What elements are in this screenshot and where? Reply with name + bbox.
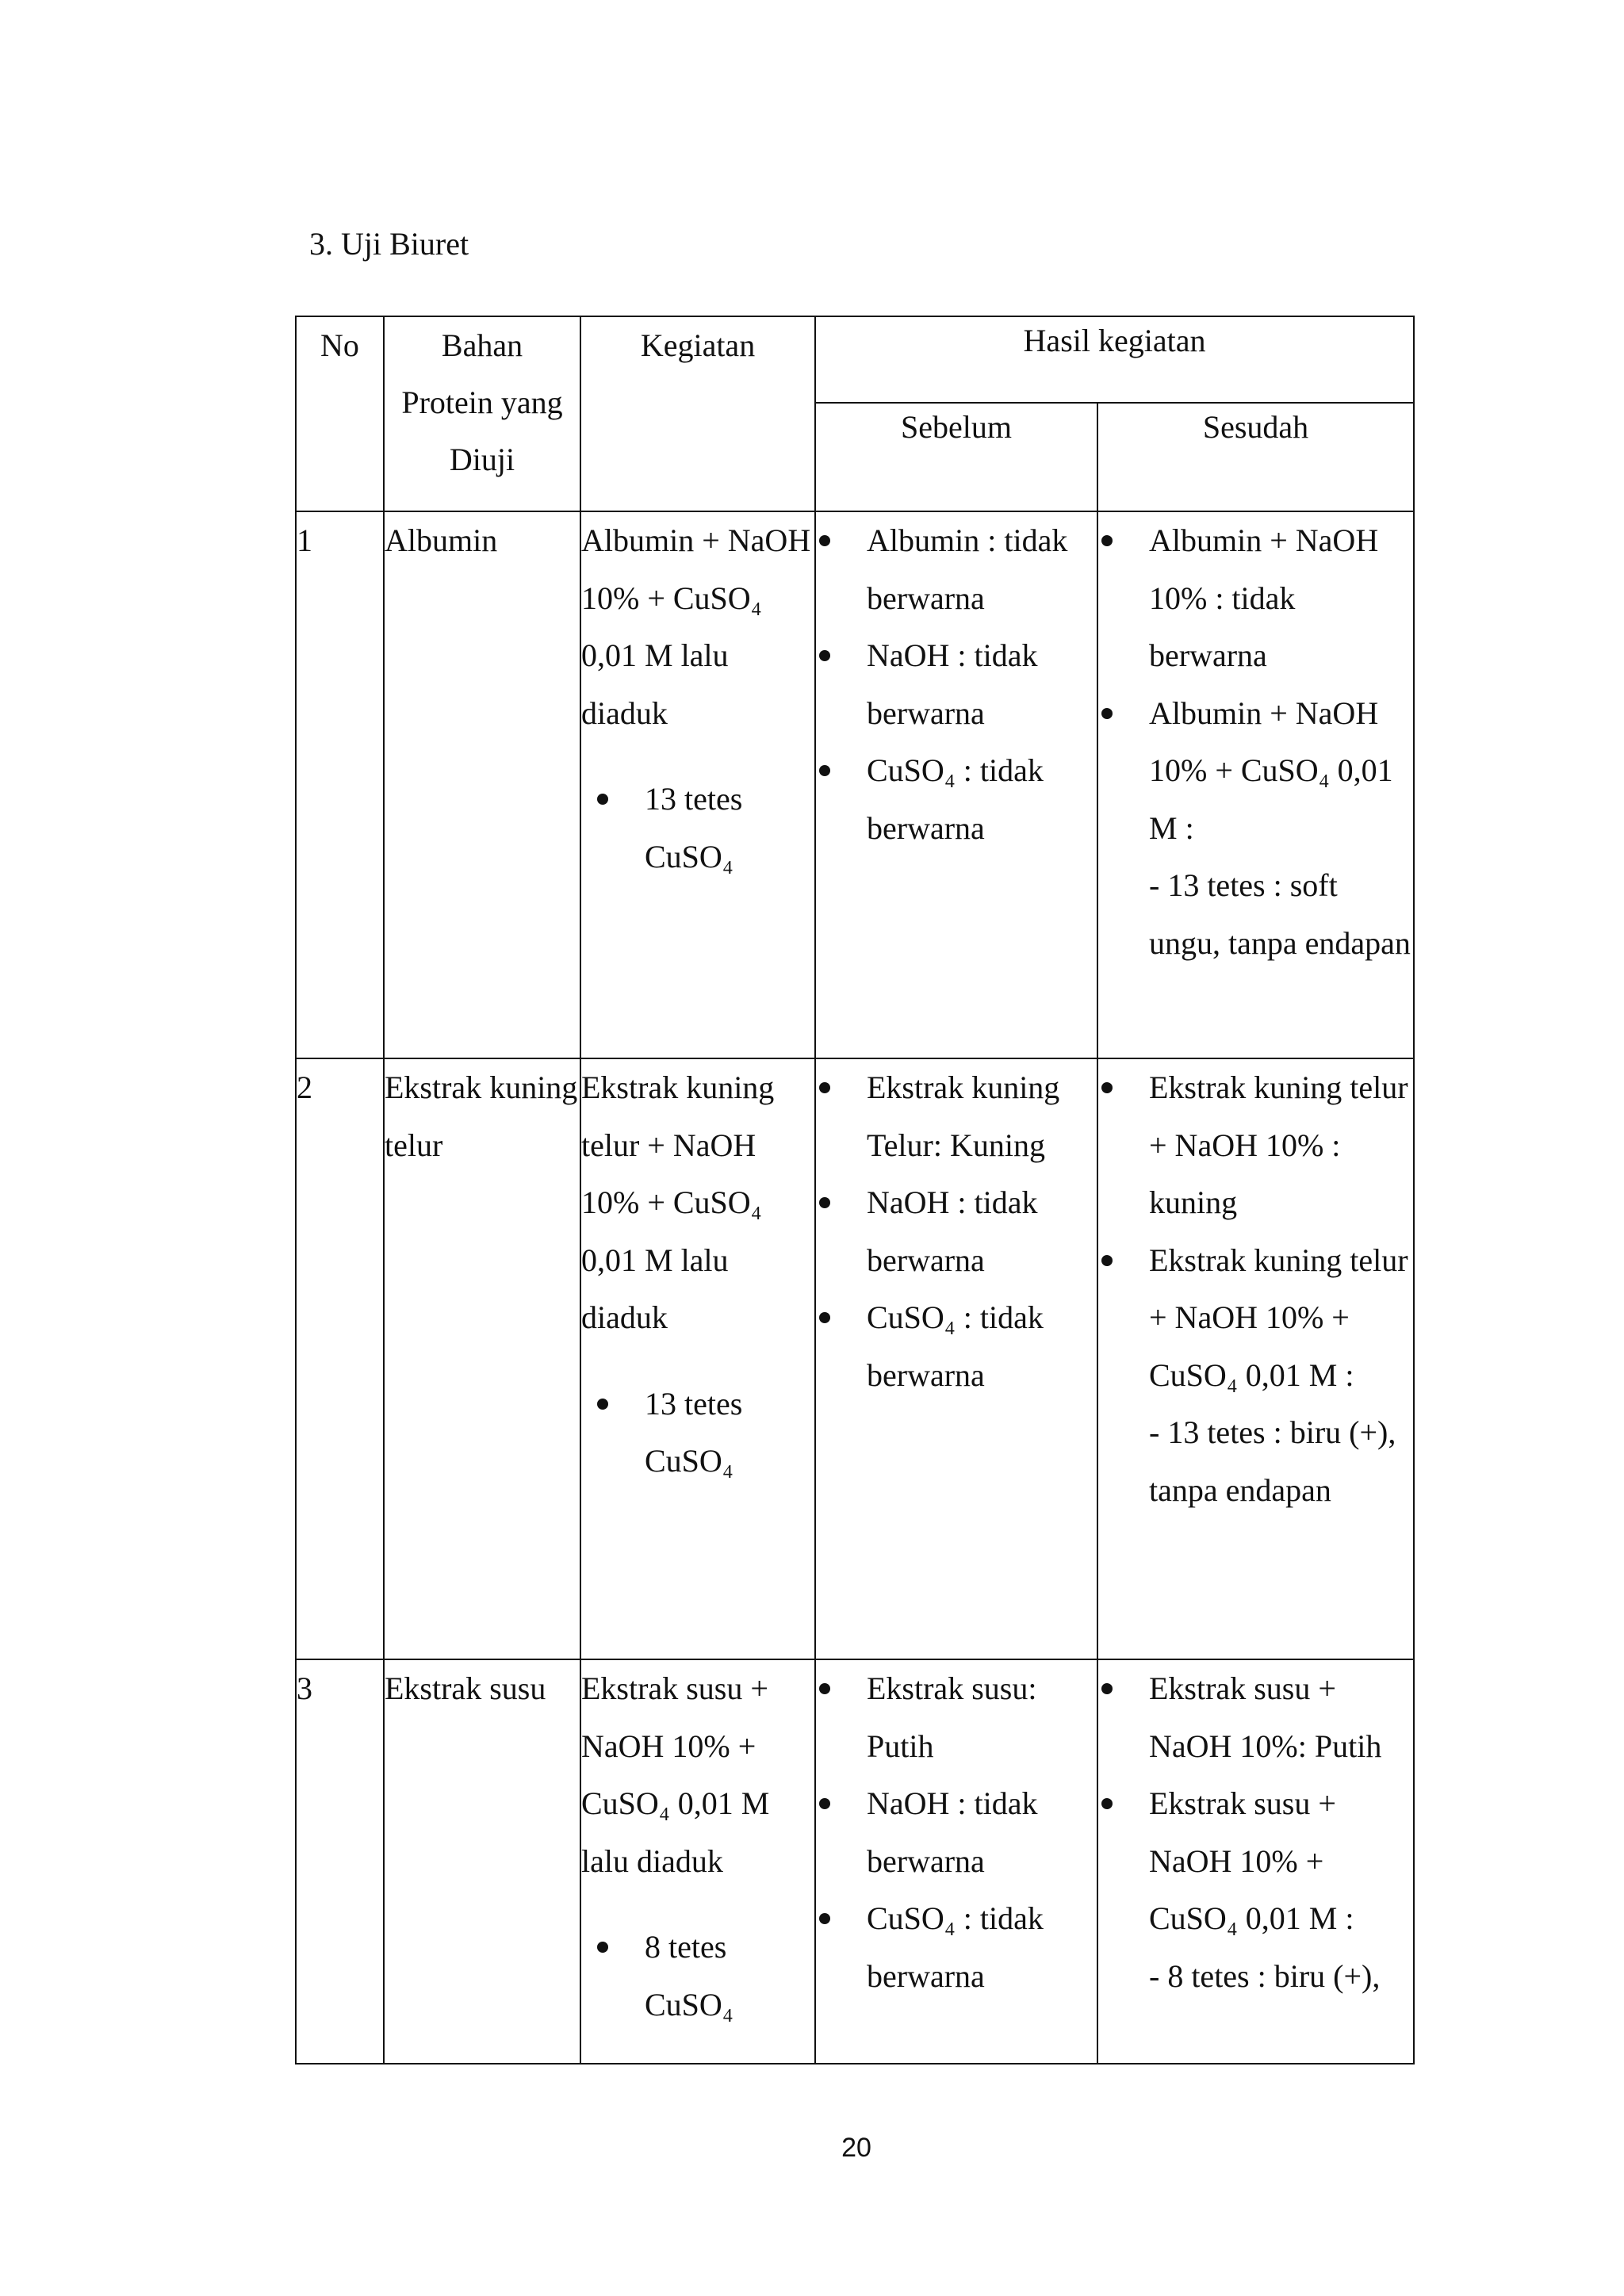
row-sebelum xyxy=(815,1659,1097,2064)
kegiatan-text: Ekstrak susu + NaOH 10% + CuSO₄ 0,01 M lalu diaduk xyxy=(581,1670,770,1879)
header-sesudah: Sesudah xyxy=(1097,403,1414,511)
row-bahan: Ekstrak kuning telur xyxy=(384,1058,580,1659)
list-item: Ekstrak kuning telur + NaOH 10% + CuSO₄ 0,01 M : xyxy=(1098,1232,1413,1405)
list-item: CuSO₄ : tidak berwarna xyxy=(816,742,1097,857)
table-row xyxy=(296,511,1414,1058)
row-kegiatan xyxy=(580,1058,815,1659)
sesudah-note: - 13 tetes : soft ungu, tanpa endapan xyxy=(1149,867,1411,961)
section-title: 3. Uji Biuret xyxy=(309,226,469,262)
header-hasil-kegiatan: Hasil kegiatan xyxy=(815,316,1414,403)
row-sesudah xyxy=(1097,511,1414,1058)
row-number: 2 xyxy=(296,1058,384,1659)
row-kegiatan xyxy=(580,1659,815,2064)
row-sesudah xyxy=(1097,1058,1414,1659)
header-kegiatan: Kegiatan xyxy=(580,316,815,511)
list-item: Ekstrak kuning telur + NaOH 10% : kuning xyxy=(1098,1059,1413,1232)
list-item: Ekstrak susu + NaOH 10% + CuSO₄ 0,01 M : xyxy=(1098,1775,1413,1948)
list-item: NaOH : tidak berwarna xyxy=(816,1174,1097,1289)
header-bahan-line: Diuji xyxy=(449,442,515,477)
table-row xyxy=(296,1058,1414,1659)
list-item: Albumin + NaOH 10% + CuSO₄ 0,01 M : xyxy=(1098,685,1413,858)
list-item: CuSO₄ : tidak berwarna xyxy=(816,1289,1097,1404)
kegiatan-drops-item: 13 tetes CuSO₄ xyxy=(581,771,814,886)
row-number: 3 xyxy=(296,1659,384,2064)
list-item: Albumin : tidak berwarna xyxy=(816,512,1097,627)
list-item: Albumin + NaOH 10% : tidak berwarna xyxy=(1098,512,1413,685)
kegiatan-text: Ekstrak kuning telur + NaOH 10% + CuSO₄ 0,01 M lalu diaduk xyxy=(581,1070,775,1335)
row-kegiatan xyxy=(580,511,815,1058)
biuret-test-table xyxy=(295,316,1415,2064)
row-sebelum xyxy=(815,511,1097,1058)
kegiatan-text: Albumin + NaOH 10% + CuSO₄ 0,01 M lalu diaduk xyxy=(581,522,811,731)
kegiatan-drops-item: 8 tetes CuSO₄ xyxy=(581,1919,814,2034)
list-item: Ekstrak susu: Putih xyxy=(816,1660,1097,1775)
page-number: 20 xyxy=(841,2133,871,2163)
header-sebelum: Sebelum xyxy=(815,403,1097,511)
header-bahan-line: Protein yang xyxy=(401,385,563,420)
list-item: Ekstrak kuning Telur: Kuning xyxy=(816,1059,1097,1174)
row-bahan: Albumin xyxy=(384,511,580,1058)
header-no: No xyxy=(296,316,384,511)
sesudah-note: - 8 tetes : biru (+), xyxy=(1149,1957,1381,1994)
kegiatan-drops-item: 13 tetes CuSO₄ xyxy=(581,1376,814,1490)
header-bahan-protein xyxy=(384,316,580,511)
sesudah-note: - 13 tetes : biru (+), tanpa endapan xyxy=(1149,1414,1396,1508)
row-bahan: Ekstrak susu xyxy=(384,1659,580,2064)
list-item: CuSO₄ : tidak berwarna xyxy=(816,1890,1097,2005)
row-sebelum xyxy=(815,1058,1097,1659)
row-number: 1 xyxy=(296,511,384,1058)
table-row xyxy=(296,1659,1414,2064)
list-item: NaOH : tidak berwarna xyxy=(816,627,1097,742)
header-bahan-line: Bahan xyxy=(441,327,523,363)
list-item: Ekstrak susu + NaOH 10%: Putih xyxy=(1098,1660,1413,1775)
list-item: NaOH : tidak berwarna xyxy=(816,1775,1097,1890)
row-sesudah xyxy=(1097,1659,1414,2064)
